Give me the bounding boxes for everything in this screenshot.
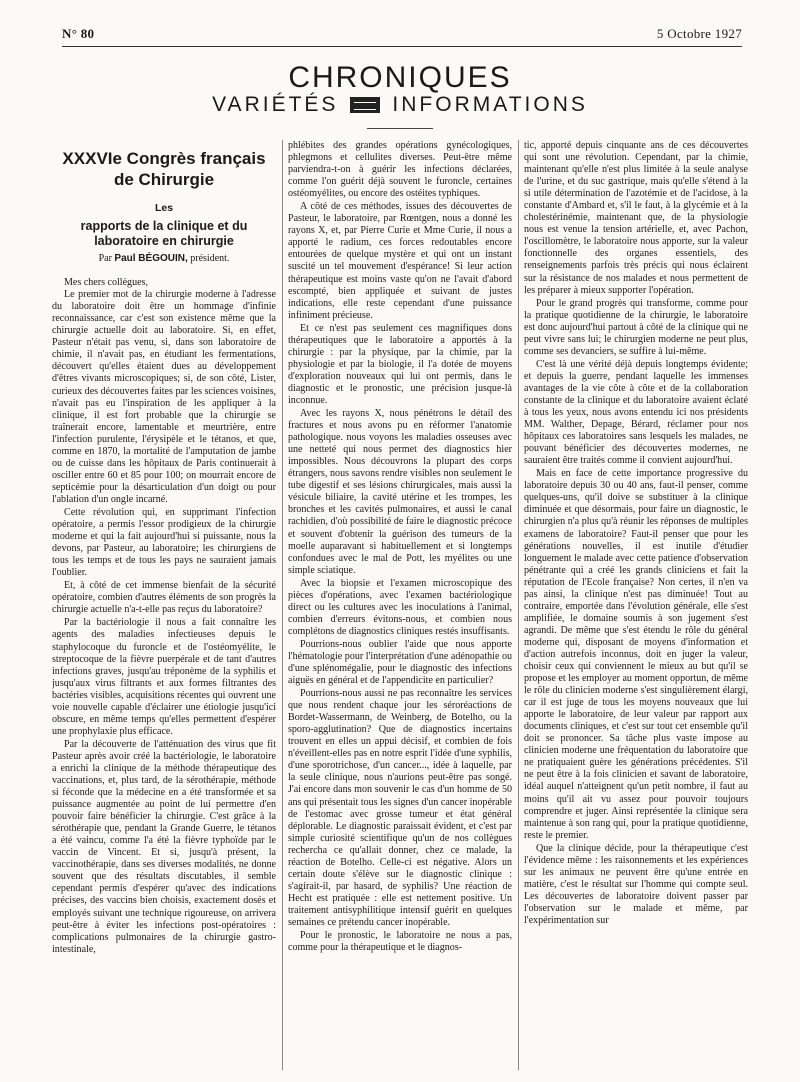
- column-1-text: [52, 289, 276, 956]
- issue-number: N° 80: [62, 26, 95, 41]
- column-2: [288, 140, 512, 1075]
- masthead-left: VARIÉTÉS: [212, 93, 339, 116]
- byline: [52, 253, 276, 265]
- masthead-title: CHRONIQUES: [288, 61, 512, 94]
- masthead-rule: [367, 128, 433, 129]
- masthead-subtitle: [0, 92, 800, 118]
- paragraph: Par la découverte de l'atténuation des virus que fit Pasteur après avoir créé la bactériologie, le laboratoire a enrichi la clinique de la méthode thérapeutique des vaccinations, et, plus tard, de la sérothérapie, méthode si féconde que la médecine en a été transformée et sa puissance augmentée au point de lui permettre d'en pouvoir faire bénéficier la chirurgie. C'est grâce à la sérothérapie que, pendant la Grande Guerre, le tétanos a été vaincu, comme l'a été la fièvre typhoïde par le vaccin de Vincent. Et si, jusqu'à présent, la vaccinothérapie, dans ses diverses modalités, ne donne souvent que des résultats discutables, il semble cependant permis d'espérer qu'avec des indications précises, des vaccins bien choisis, exactement dosés et employés suivant une technique rigoureuse, on arrivera peut-être à éviter les infections post-opératoires : complications pulmonaires de la chirurgie gastro-intestinale,: [52, 738, 276, 955]
- column-divider: [282, 140, 283, 1070]
- ornament-icon: [350, 97, 380, 113]
- paragraph: phlébites des grandes opérations gynécologiques, phlegmons et cellulites diverses. Peut-être même parviendra-t-on à guérir les infections déclarées, comme l'on guérit déjà souvent le furoncle, certaines ostéomyélites, ou encore des ostéites typhiques.: [288, 140, 512, 200]
- salutation: Mes chers collègues,: [64, 277, 148, 289]
- paragraph: C'est là une vérité déjà depuis longtemps évidente; et depuis la guerre, pendant laquelle les immenses avantages de la vie côte à côte et de la collaboration constante de la clinique et du laboratoire avaient éclaté à tous les yeux, nous avons entendu ici nos présidents MM. Walther, Depage, Bérard, réclamer pour nos hôpitaux ces laboratoires sans lesquels les malades, ne pouvant bénéficier des découvertes modernes, ne sauraient être traités comme il convient aujourd'hui.: [524, 358, 748, 467]
- column-2-text: [288, 140, 512, 954]
- paragraph: Par la bactériologie il nous a fait connaître les agents des maladies infectieuses depuis le staphylocoque du furoncle et de l'ostéomyélite, le streptocoque de la fièvre puerpérale et de tant d'autres infections graves, jusqu'au tréponème de la syphilis et jusqu'aux virus filtrants et aux formes filtrantes des bactéries visibles, acquisitions récentes qui ouvrent une voie nouvelle capable d'éclairer une étiologie jusqu'ici obscure, en même temps qu'elles permettent d'espérer une prophylaxie plus efficace.: [52, 617, 276, 737]
- paragraph: Et, à côté de cet immense bienfait de la sécurité opératoire, combien d'autres éléments de son progrès la chirurgie actuelle n'a-t-elle pas reçus du laboratoire?: [52, 580, 276, 616]
- paragraph: Pourrions-nous oublier l'aide que nous apporte l'hématologie pour l'interprétation d'une adénopathie ou d'une splénomégalie, pour le diagnostic des infections aiguës en général et de l'appendicite en particulier?: [288, 638, 512, 687]
- article-body: [52, 140, 764, 1075]
- article-subtitle-small: Les: [154, 202, 174, 214]
- page-header: [62, 26, 742, 44]
- paragraph: Le premier mot de la chirurgie moderne à l'adresse du laboratoire doit être un hommage d'infinie reconnaissance, car c'est son existence même que la chirurgie actuelle doit au laboratoire. Si, en effet, Pasteur n'était pas venu, si, dans son laboratoire de chimie, il n'avait pas, en étudiant les fermentations, découvert qu'elles étaient dues au développement d'êtres vivants microscopiques; si, de son côté, Lister, curieux des découvertes faites par les sciences voisines, n'avait pas eu l'inspiration de les appliquer à la clinique, il est fort probable que la chirurgie se traînerait encore, lamentable et meurtrière, entre l'infection purulente, l'érysipèle et le tétanos, et que, comme en 1870, la mortalité de l'amputation de jambe ou de cuisse dans les hôpitaux de Paris continuerait à osciller entre 60 et 85 pour 100; on mourrait encore de septicémie pour la désarticulation d'un doigt ou pour l'ablation d'un ongle incarné.: [52, 289, 276, 505]
- column-1: [52, 140, 276, 1075]
- masthead: [0, 62, 800, 129]
- paragraph: Et ce n'est pas seulement ces magnifiques dons thérapeutiques que le laboratoire a apportés à la chirurgie : par la physique, par la chimie, par la physiologie et par la biologie, il l'a dotée de moyens d'exploration nouveaux qui lui ont permis, dans le diagnostic et le pronostic, une précision jusque-là inconnue.: [288, 322, 512, 406]
- author-name: Paul BÉGOUIN,: [114, 253, 188, 265]
- column-divider: [518, 140, 519, 1070]
- paragraph: Pour le grand progrès qui transforme, comme pour la pratique quotidienne de la chirurgie, le laboratoire est donc aujourd'hui partout à côté de la clinique qui ne peut vivre sans lui; le chirurgien moderne ne peut plus, comme ses devanciers, se suffire à lui-même.: [524, 297, 748, 357]
- issue-date: 5 Octobre 1927: [656, 26, 742, 41]
- article-title: XXXVIe Congrès français de Chirurgie: [62, 149, 266, 189]
- paragraph: Pour le pronostic, le laboratoire ne nous a pas, comme pour la thérapeutique et le diagnos-: [288, 930, 512, 954]
- column-3-text: [524, 140, 748, 927]
- paragraph: Avec les rayons X, nous pénétrons le détail des fractures et nous avons pu en réformer l'anatomie pathologique. nous voyons les maladies osseuses avec une netteté qui nous permet des diagnostics hier impossibles. Nous découvrons la plupart des corps étrangers, nous savons rendre visibles non seulement le tube digestif et ses lésions chirurgicales, mais aussi la vésicule biliaire, la cavité utérine et les trompes, les bronches et les cavités pulmonaires, et aussi le canal rachidien, d'où possibilité de faire le diagnostic précoce et souvent d'obtenir la guérison des tumeurs de la moelle auparavant si habituellement et si longtemps confondues avec le mal de Pott, les myélites ou une simple sciatique.: [288, 408, 512, 576]
- masthead-right: INFORMATIONS: [392, 93, 588, 116]
- author-role: président.: [190, 253, 230, 265]
- paragraph: A côté de ces méthodes, issues des découvertes de Pasteur, le laboratoire, par Rœntgen, nous a donné les rayons X, et, par Pierre Curie et Mme Curie, il nous a apporté le radium, ces forces redoutables encore entourées de quelque mystère et qui ont un instant suscité un tel mouvement d'espérance! Si leur action thérapeutique est moins vaste qu'on ne l'avait d'abord escompté, bien appliquée et suivant de justes indications, elle reste cependant d'une puissance infiniment précieuse.: [288, 201, 512, 321]
- header-rule: [62, 46, 742, 47]
- paragraph: Cette révolution qui, en supprimant l'infection opératoire, a permis l'essor prodigieux de la chirurgie moderne et qui la fait aujourd'hui si puissante, nous la devons, par Pasteur, au laboratoire; les chirurgiens de tous les temps et de tous les pays ne sauraient jamais l'oublier.: [52, 506, 276, 579]
- paragraph: Pourrions-nous aussi ne pas reconnaître les services que nous rendent chaque jour les séroréactions de Bordet-Wassermann, de Weinberg, de Botelho, ou la sporo-agglutination? Que de diagnostics incertains trouvent en elles un appui décisif, et combien de fois n'éveillent-elles pas en notre esprit l'idée d'une syphilis, d'une sporotrichose, d'un cancer..., idée à laquelle, par la seule clinique, nous n'aurions peut-être pas songé. J'ai encore dans mon souvenir le cas d'un homme de 50 ans qui présentait tous les signes d'un cancer inopérable de l'estomac avec grosse tumeur et état général déplorable. Le diagnostic paraissait évident, et c'est par simple curiosité scientifique qu'un de nos collègues rechercha ce qu'allait donner, chez ce malade, la réaction de Botelho. Celle-ci est négative. Alors un certain doute s'élève sur le diagnostic clinique : s'agirait-il, par hasard, de syphilis? Une réaction de Hecht est pratiquée : elle est nettement positive. Un traitement antisyphilitique intensif guérit en quelques semaines ce prétendu cancer inopérable.: [288, 688, 512, 928]
- paragraph: Avec la biopsie et l'examen microscopique des pièces d'opérations, avec l'examen bactériologique direct ou les cultures avec les inoculations à l'animal, combien d'erreurs évitons-nous, et combien nous complétons de diagnostics cliniques restés insuffisants.: [288, 577, 512, 637]
- paragraph: Mais en face de cette importance progressive du laboratoire depuis 30 ou 40 ans, faut-il penser, comme quelques-uns, qu'il doive se substituer à la clinique diminuée et que désormais, pour faire un diagnostic, le chirurgien n'a plus qu'à réunir les réponses de multiples examens de laboratoire? Faut-il penser que pour les générations nouvelles, il est inutile d'étudier longuement le malade avec cette patience d'observation pénétrante qui a créé les grands cliniciens et fait la réputation de l'Ecole française? Non certes, il n'en va pas ainsi, la clinique n'est pas diminuée! Tout au contraire, emportée dans l'évolution générale, elle s'est amplifiée, le domaine soumis à son jugement s'est agrandi. De même que s'est étendu le rôle du général moderne qui, disposant de moyens d'information et d'action autrefois inconnus, doit en juger la valeur, choisir ceux qui conviennent le mieux au but qu'il se propose et les employer au moment opportun, de même le rôle du clinicien moderne s'est singulièrement élargi, car il est juge de tous les moyens nouveaux que lui apporte le laboratoire, de leur valeur par rapport aux documents cliniques, et c'est sur tout cet ensemble qu'il doit se prononcer. Sa tâche plus vaste impose au clinicien moderne une fréquentation du laboratoire que ne pratiquaient guère les générations précédentes. S'il ne peut être à la fois clinicien et savant de laboratoire, idéal auquel n'atteignent qu'un petit nombre, il faut au moins qu'il ait vu assez pour pouvoir toujours comprendre et juger. Ainsi représentée la clinique sera maintenue à son rang qui, pour la pratique quotidienne, reste le premier.: [524, 468, 748, 841]
- paragraph: tic, apporté depuis cinquante ans de ces découvertes qui sont une révolution. Cependant, par la chimie, maintenant qu'elle n'est plus limitée à la seule analyse de l'urine, et du suc gastrique, mais qu'elle s'étend à la si utile détermination de l'azotémie et de l'acidose, à la constante d'Ambard et, s'il le faut, à la glycémie et à la cholestérinémie, maintenant que, de la physiologie nous est venue la tension artérielle, et, avec Pachon, l'oscillomètre, le laboratoire nous apporte, sur la valeur fonctionnelle des organes essentiels, des renseignements parfois très précis qui nous éclairent sur la résistance de nos malades et nous permettent de les préparer à mieux supporter l'opération.: [524, 140, 748, 296]
- paragraph: Que la clinique décide, pour la thérapeutique c'est l'évidence même : les raisonnements et les expériences sur les animaux ne peuvent être qu'une entrée en matière, c'est le résultat sur l'homme qui compte seul. Les découvertes de laboratoire doivent passer par l'observation sur le malade et même, par l'expérimentation sur: [524, 842, 748, 926]
- column-3: [524, 140, 748, 1075]
- article-subtitle: rapports de la clinique et du laboratoire en chirurgie: [80, 219, 248, 249]
- byline-prefix: Par: [98, 253, 112, 265]
